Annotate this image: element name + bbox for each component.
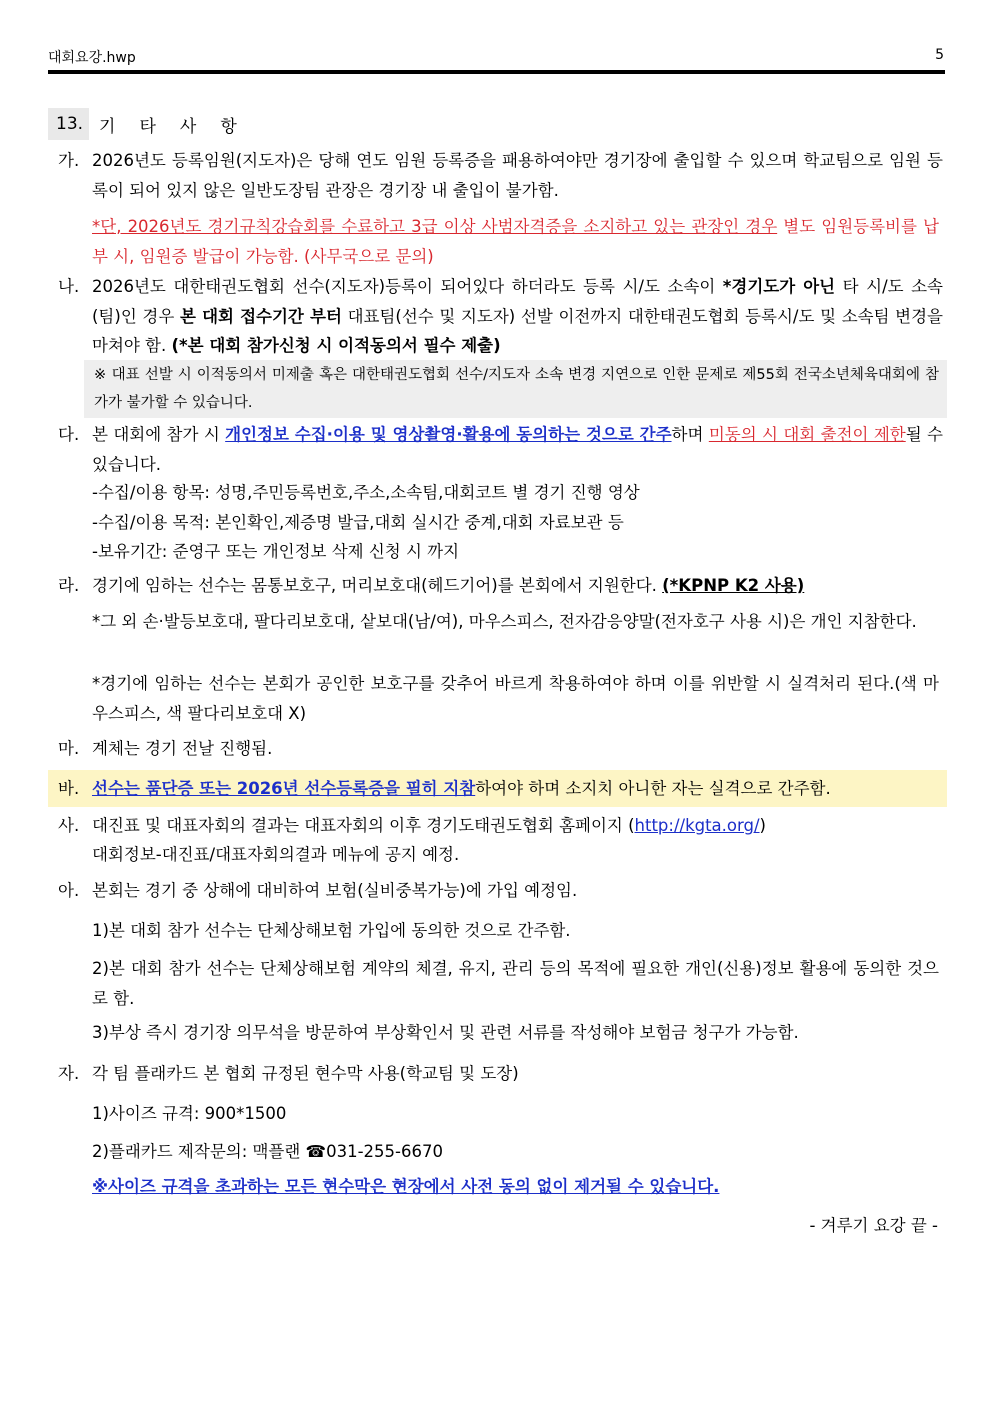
item-marker: 자.: [58, 1064, 80, 1083]
item-text: [92, 774, 943, 804]
item-ra-sub2: [92, 669, 939, 728]
privacy-line: -보유기간: 준영구 또는 개인정보 삭제 신청 시 까지: [92, 542, 460, 561]
item-text: [92, 571, 943, 601]
item-marker: 바.: [58, 779, 80, 798]
text-segment: 본 대회에 참가 시: [92, 425, 226, 444]
item-ja: [58, 1059, 943, 1089]
item-a: [58, 876, 943, 906]
bold-segment: 본 대회 접수기간 부터: [179, 306, 342, 326]
red-note-rest: 별도 임원등록비를 납부 시, 임원증 발급이 가능함. (사무국으로 문의): [92, 217, 939, 266]
section-label: 기타사항: [99, 116, 261, 137]
item-na: [58, 272, 943, 361]
item-marker: 사.: [58, 816, 80, 835]
bold-segment: *경기도가 아닌: [722, 277, 836, 296]
insurance-line: 1)본 대회 참가 선수는 단체상해보험 가입에 동의한 것으로 간주함.: [92, 921, 571, 940]
text-segment: 하여야 하며 소지치 아니한 자는 실격으로 간주함.: [475, 779, 831, 798]
text-segment: 대진표 및 대표자회의 결과는 대표자회의 이후 경기도태권도협회 홈페이지 (: [92, 816, 635, 835]
item-marker: 다.: [58, 425, 80, 444]
item-ra-sub1: [92, 607, 939, 637]
text-segment: 2026년도 대한태권도협회 선수(지도자)등록이 되어있다 하더라도 등록 시/도 소속이: [92, 277, 723, 296]
item-ma: [58, 734, 943, 764]
page-number: 5: [935, 47, 944, 63]
placard-size-line: 1)사이즈 규격: 900*1500: [92, 1104, 287, 1123]
item-text: 각 팀 플래카드 본 협회 규정된 현수막 사용(학교팀 및 도장): [92, 1064, 519, 1083]
red-note-underlined: *단, 2026년도 경기규칙강습회를 수료하고 3급 이상 사범자격증을 소지하고 있는 관장인 경우: [92, 217, 778, 236]
notice-text: ※ 대표 선발 시 이적동의서 미제출 혹은 대한태권도협회 선수/지도자 소속 변경 지연으로 인한 문제로 제55회 전국소년체육대회에 참가가 불가할 수 있습니다.: [94, 367, 939, 411]
placard-contact-line: 2)플래카드 제작문의: 맥플랜 ☎031-255-6670: [92, 1142, 443, 1161]
section-title: [48, 106, 261, 142]
item-ga-note: [92, 212, 939, 271]
sub-text: *그 외 손·발등보호대, 팔다리보호대, 샅보대(남/여), 마우스피스, 전자감응양말(전자호구 사용 시)은 개인 지참한다.: [92, 612, 917, 631]
item-ba: [58, 774, 943, 804]
item-marker: 아.: [58, 881, 80, 900]
text-segment: 대표팀(선수 및 지도자) 선발 이전까지 대한태권도협회 등록시/도 및 소속팀 변경을 마쳐야 함.: [92, 306, 943, 355]
item-a-sub2: [92, 954, 939, 1013]
sub-text: 2)본 대회 참가 선수는 단체상해보험 계약의 체결, 유지, 관리 등의 목적에 필요한 개인(신용)정보 활용에 동의한 것으로 함.: [92, 959, 939, 1008]
homepage-link[interactable]: http://kgta.org/: [634, 816, 760, 835]
item-text: 본회는 경기 중 상해에 대비하여 보험(실비중복가능)에 가입 예정임.: [92, 881, 578, 900]
item-marker: 가.: [58, 151, 80, 170]
id-requirement-highlight: 선수는 품단증 또는 2026년 선수등록증을 필히 지참: [92, 779, 476, 798]
transfer-notice-box: [84, 360, 947, 418]
item-ra: [58, 571, 943, 601]
text-segment: 타 시/도 소속(팀)인 경우: [92, 277, 943, 326]
item-text: [92, 420, 943, 479]
notice-line: 대회정보-대진표/대표자회의결과 메뉴에 공지 예정.: [92, 845, 460, 864]
item-da: [58, 420, 943, 479]
placard-warning: ※사이즈 규격을 초과하는 모든 현수막은 현장에서 사전 동의 없이 제거될 수 있습니다.: [92, 1177, 720, 1196]
restriction-highlight: 미동의 시 대회 출전이 제한: [708, 425, 906, 444]
bold-segment: (*본 대회 참가신청 시 이적동의서 필수 제출): [171, 336, 501, 355]
insurance-line: 3)부상 즉시 경기장 의무석을 방문하여 부상확인서 및 관련 서류를 작성해야 보험금 청구가 가능함.: [92, 1023, 799, 1042]
sub-text: *경기에 임하는 선수는 본회가 공인한 보호구를 갖추어 바르게 착용하여야 하며 이를 위반할 시 실격처리 된다.(색 마우스피스, 색 팔다리보호대 X): [92, 674, 939, 723]
consent-highlight: 개인정보 수집·이용 및 영상촬영·활용에 동의하는 것으로 간주: [225, 425, 672, 444]
item-text: [92, 272, 943, 361]
item-marker: 마.: [58, 739, 80, 758]
document-end: - 겨루기 요강 끝 -: [809, 1216, 938, 1235]
text-segment: 하며: [671, 425, 709, 444]
section-number: 13.: [48, 108, 89, 140]
privacy-line: -수집/이용 목적: 본인확인,제증명 발급,대회 실시간 중계,대회 자료보관 등: [92, 513, 624, 532]
item-text: 계체는 경기 전날 진행됨.: [92, 739, 273, 758]
item-text: 2026년도 등록임원(지도자)은 당해 연도 임원 등록증을 패용하여야만 경기장에 출입할 수 있으며 학교팀으로 임원 등록이 되어 있지 않은 일반도장팀 관장은 경기장 내 출입이 불가함.: [92, 151, 943, 200]
text-segment: ): [759, 816, 766, 835]
item-ga: [58, 146, 943, 205]
text-segment: 될 수 있습니다.: [92, 425, 943, 474]
privacy-line: -수집/이용 항목: 성명,주민등록번호,주소,소속팀,대회코트 별 경기 진행 영상: [92, 483, 640, 502]
item-marker: 나.: [58, 277, 80, 296]
document-filename: 대회요강.hwp: [48, 50, 136, 66]
item-sa: [58, 811, 943, 841]
bold-segment: (*KPNP K2 사용): [662, 576, 805, 595]
header-divider: [48, 70, 945, 74]
item-text: [92, 811, 943, 841]
text-segment: 경기에 임하는 선수는 몸통보호구, 머리보호대(헤드기어)를 본회에서 지원한다.: [92, 576, 663, 595]
item-marker: 라.: [58, 576, 80, 595]
